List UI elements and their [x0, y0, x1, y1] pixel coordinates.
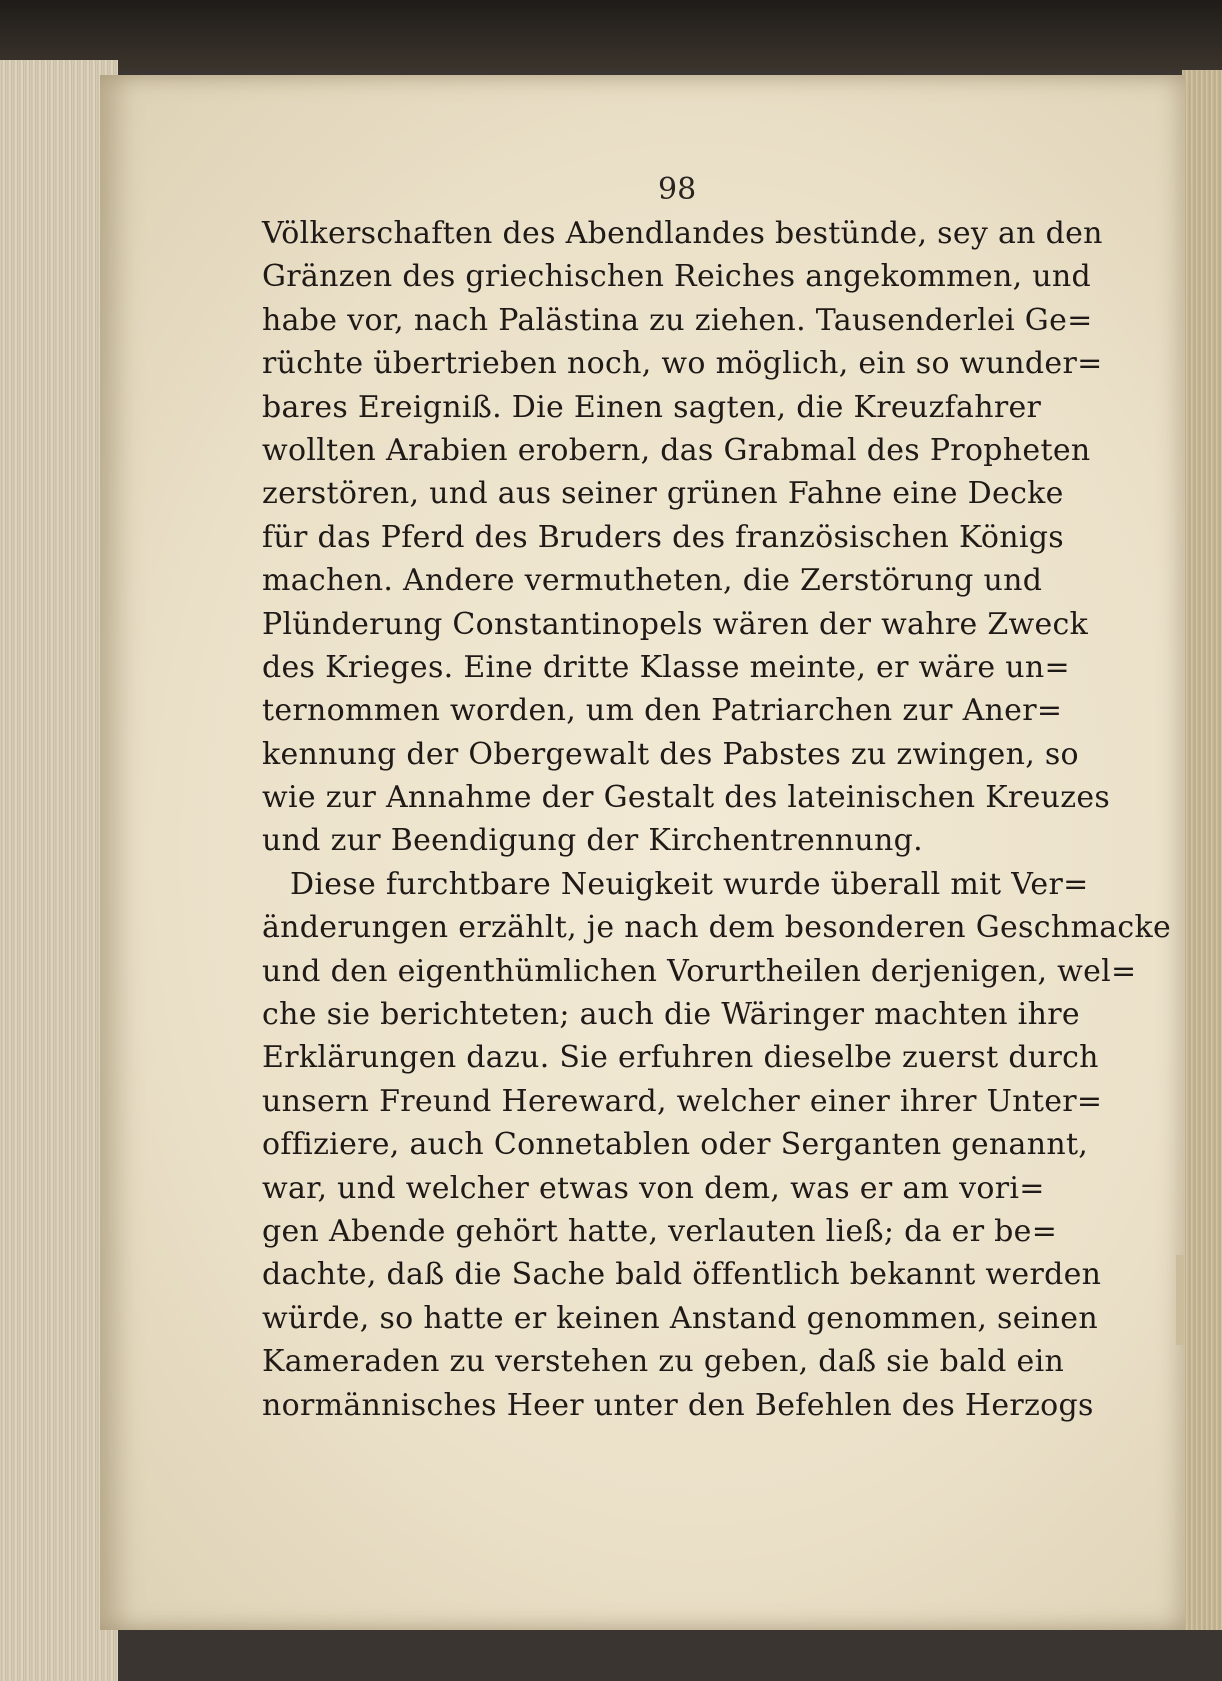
text-line: Gränzen des griechischen Reiches angekommen, und: [262, 259, 1091, 295]
text-line: machen. Andere vermutheten, die Zerstörung und: [262, 563, 1043, 599]
body-text: [262, 212, 1172, 1427]
text-line: änderungen erzählt, je nach dem besonderen Geschmacke: [262, 910, 1172, 946]
text-line: habe vor, nach Palästina zu ziehen. Tausenderlei Ge=: [262, 302, 1093, 338]
text-line: Plünderung Constantinopels wären der wahre Zweck: [262, 606, 1089, 642]
page-number: 98: [658, 172, 697, 207]
text-line: ternommen worden, um den Patriarchen zur Aner=: [262, 693, 1063, 729]
text-line: normännisches Heer unter den Befehlen des Herzogs: [262, 1387, 1094, 1423]
text-line: war, und welcher etwas von dem, was er am vori=: [262, 1170, 1045, 1206]
text-line: des Krieges. Eine dritte Klasse meinte, er wäre un=: [262, 649, 1070, 685]
text-line: Kameraden zu verstehen zu geben, daß sie bald ein: [262, 1344, 1065, 1380]
text-line: Erklärungen dazu. Sie erfuhren dieselbe zuerst durch: [262, 1040, 1099, 1076]
text-line: dachte, daß die Sache bald öffentlich bekannt werden: [262, 1257, 1102, 1293]
text-line: zerstören, und aus seiner grünen Fahne eine Decke: [262, 476, 1064, 512]
text-line: offiziere, auch Connetablen oder Serganten genannt,: [262, 1127, 1089, 1163]
text-line: Diese furchtbare Neuigkeit wurde überall mit Ver=: [290, 866, 1089, 902]
text-line: und den eigenthümlichen Vorurtheilen derjenigen, wel=: [262, 953, 1137, 989]
text-line: Völkerschaften des Abendlandes bestünde, sey an den: [262, 216, 1103, 251]
text-line: gen Abende gehört hatte, verlauten ließ; da er be=: [262, 1213, 1058, 1249]
text-line: würde, so hatte er keinen Anstand genommen, seinen: [262, 1300, 1098, 1336]
text-line: wie zur Annahme der Gestalt des lateinischen Kreuzes: [262, 780, 1111, 816]
text-line: kennung der Obergewalt des Pabstes zu zwingen, so: [262, 736, 1079, 772]
text-line: rüchte übertrieben noch, wo möglich, ein so wunder=: [262, 346, 1103, 382]
book-cover-top: [0, 0, 1222, 70]
page-tab: [1176, 1255, 1184, 1345]
page-edges-right: [1182, 70, 1222, 1630]
text-line: bares Ereigniß. Die Einen sagten, die Kreuzfahrer: [262, 389, 1042, 425]
text-line: wollten Arabien erobern, das Grabmal des Propheten: [262, 432, 1091, 468]
text-line: und zur Beendigung der Kirchentrennung.: [262, 823, 923, 859]
text-line: unsern Freund Hereward, welcher einer ihrer Unter=: [262, 1083, 1103, 1119]
text-line: für das Pferd des Bruders des französischen Königs: [262, 519, 1064, 555]
text-line: che sie berichteten; auch die Wäringer machten ihre: [262, 997, 1080, 1033]
